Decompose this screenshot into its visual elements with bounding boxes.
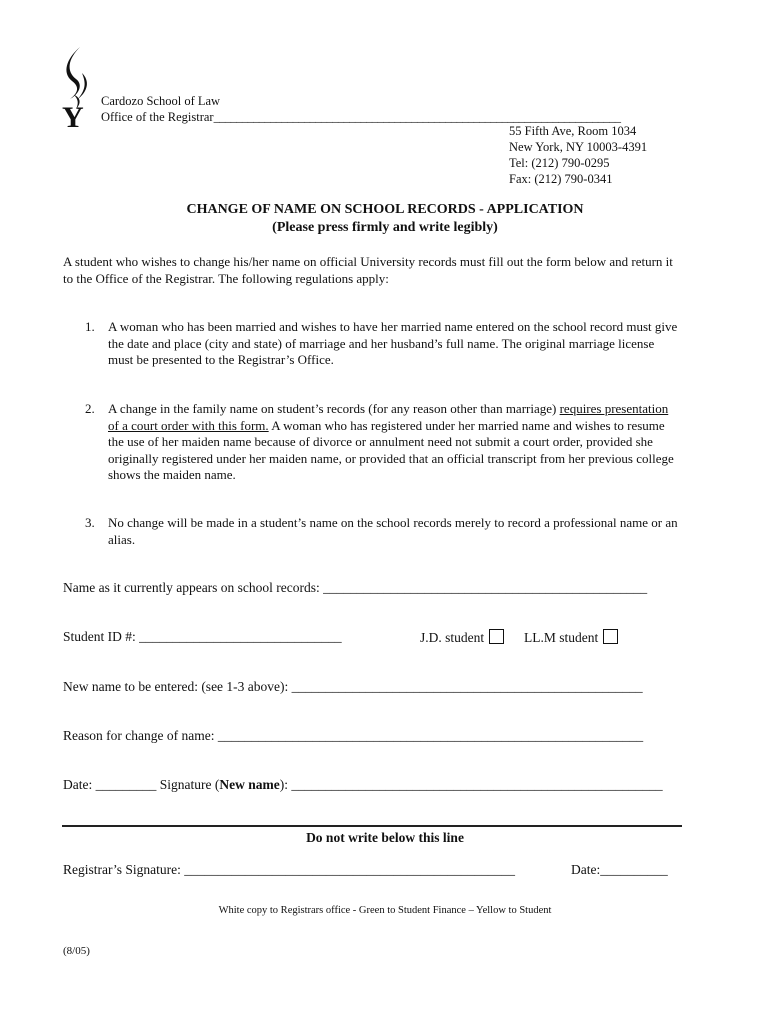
form-subtitle: (Please press firmly and write legibly): [272, 220, 498, 235]
jd-label: J.D. student: [420, 630, 485, 645]
court-order-requirement: requires presentation of a court order with this form.: [108, 401, 669, 433]
llm-label: LL.M student: [524, 630, 599, 645]
school-name: Cardozo School of Law: [101, 94, 221, 108]
address-line: 55 Fifth Ave, Room 1034: [509, 124, 637, 138]
regulation-item: 1. A woman who has been married and wishes to have her married name entered on the school record must give the date and place (city and state) of marriage and her husband’s full name. The original marriage license must be presented to the Registrar’s Office.: [85, 319, 678, 367]
date-signature-field[interactable]: Date: _________ Signature (New name): _______________________________________________________: [63, 777, 663, 792]
current-name-field[interactable]: Name as it currently appears on school records: ________________________________________________: [63, 580, 648, 595]
jd-student-option[interactable]: [420, 629, 504, 646]
cardozo-logo-icon: [58, 45, 100, 129]
copy-distribution-note: White copy to Registrars office - Green to Student Finance – Yellow to Student: [218, 905, 552, 916]
form-title: CHANGE OF NAME ON SCHOOL RECORDS - APPLICATION: [186, 202, 584, 217]
regulation-item: 3. No change will be made in a student’s name on the school records merely to record a professional name or an alias.: [85, 515, 678, 547]
fax-line: Fax: (212) 790-0341: [509, 172, 613, 186]
office-line: ________________________________________________________________________: [213, 110, 621, 124]
office-name: Office of the Registrar________________________________________________________________________: [101, 110, 621, 124]
reason-field[interactable]: Reason for change of name: _______________________________________________________________: [63, 728, 644, 743]
office-use-notice: Do not write below this line: [306, 830, 464, 845]
llm-student-option[interactable]: [524, 629, 618, 646]
revision-date: (8/05): [63, 945, 90, 957]
new-name-field[interactable]: New name to be entered: (see 1-3 above): ____________________________________________________: [63, 679, 643, 694]
registrar-signature-field[interactable]: Registrar’s Signature: _________________________________________________: [63, 862, 515, 877]
phone-line: Tel: (212) 790-0295: [509, 156, 610, 170]
svg-text:Y: Y: [62, 101, 84, 129]
intro-text: A student who wishes to change his/her name on official University records must fill out the form below and return it to the Office of the Registrar. The following regulations apply:: [63, 254, 673, 286]
address-line: New York, NY 10003-4391: [509, 140, 648, 154]
regulation-item: 2. A change in the family name on student’s records (for any reason other than marriage) requires presentation of a court order with this form. A woman who has registered under her married name and wishes to resume the use of her maiden name because of divorce or annulment need not submit a court order, provided she originally registered under her maiden name, or provided that an official transcript from her previous college shows the maiden name.: [85, 401, 674, 482]
registrar-date-field[interactable]: Date:__________: [571, 862, 668, 877]
student-id-field[interactable]: Student ID #: ______________________________: [63, 629, 342, 644]
jd-checkbox[interactable]: [489, 629, 504, 644]
registrar-address: [509, 123, 647, 187]
divider-line: [62, 825, 682, 827]
llm-checkbox[interactable]: [603, 629, 618, 644]
